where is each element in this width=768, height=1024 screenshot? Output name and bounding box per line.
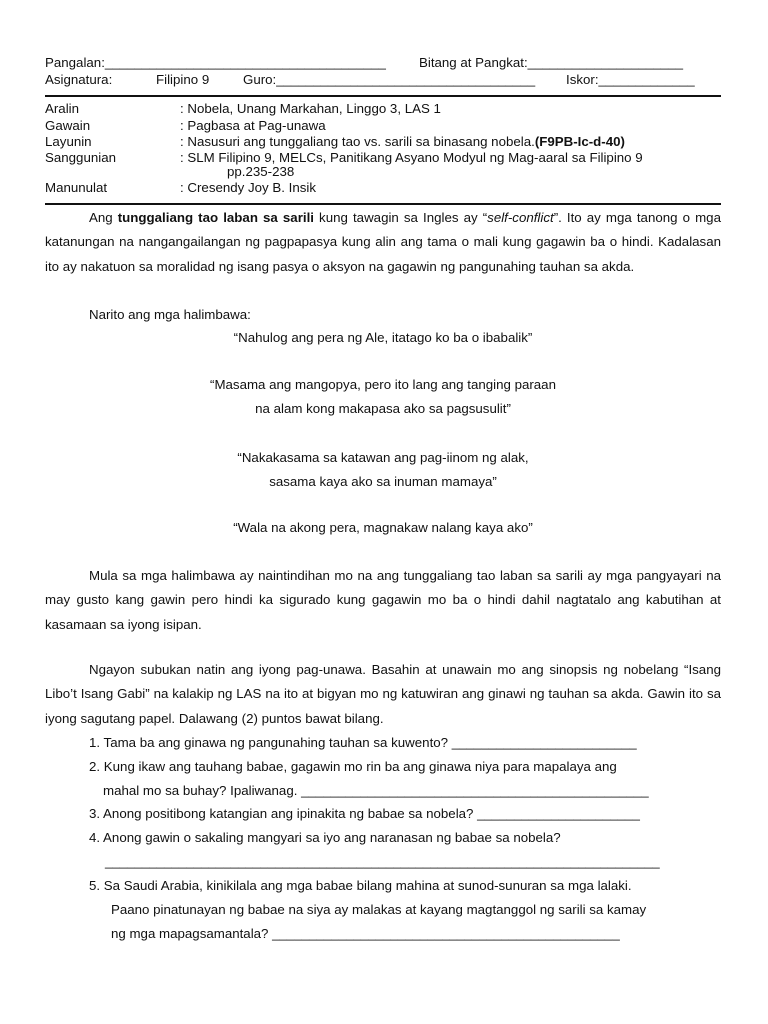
question-2-line-1: 2. Kung ikaw ang tauhang babae, gagawin mo rin ba ang ginawa niya para mapalaya ang (89, 759, 617, 774)
gawain-value: : Pagbasa at Pag-unawa (180, 118, 326, 133)
layunin-value: : Nasusuri ang tunggaliang tao vs. sarili sa binasang nobela. (180, 134, 535, 149)
sanggunian-pages: pp.235-238 (227, 164, 295, 179)
question-4-answer-line[interactable]: ___________________________________________________________________________ (105, 854, 660, 869)
grade-label: Bitang at Pangkat: (419, 55, 528, 70)
body-paragraph-3 (45, 658, 721, 731)
grade-field[interactable]: _____________________ (527, 55, 683, 70)
intro-text-a: Ang (89, 210, 118, 225)
example-1: “Nahulog ang pera ng Ale, itatago ko ba o ibabalik” (233, 330, 533, 345)
example-2-line-2: na alam kong makapasa ako sa pagsusulit” (255, 401, 511, 416)
header-divider (45, 95, 721, 97)
teacher-label: Guro: (243, 72, 277, 87)
layunin-label: Layunin (45, 134, 92, 149)
question-2-line-2[interactable]: mahal mo sa buhay? Ipaliwanag. _______________________________________________ (103, 783, 649, 798)
aralin-value: : Nobela, Unang Markahan, Linggo 3, LAS 1 (180, 101, 441, 116)
subject-label: Asignatura: (45, 72, 113, 87)
body-p3-text: Ngayon subukan natin ang iyong pag-unawa. Basahin at unawain mo ang sinopsis ng nobelang “Isang Libo’t Isang Gabi” na kalakip ng LAS na ito at bigyan mo ng katuwiran ang ginawi ng tauhan sa akda. Gawin ito sa iyong sagutang papel. Dalawang (2) puntos bawat bilang. (45, 662, 721, 726)
question-4: 4. Anong gawin o sakaling mangyari sa iyo ang naranasan ng babae sa nobela? (89, 830, 561, 845)
example-4: “Wala na akong pera, magnakaw nalang kaya ako” (233, 520, 533, 535)
intro-paragraph (45, 206, 721, 279)
sanggunian-value: : SLM Filipino 9, MELCs, Panitikang Asyano Modyul ng Mag-aaral sa Filipino 9 (180, 150, 643, 165)
question-1[interactable]: 1. Tama ba ang ginawa ng pangunahing tauhan sa kuwento? _________________________ (89, 735, 637, 750)
question-3[interactable]: 3. Anong positibong katangian ang ipinakita ng babae sa nobela? ______________________ (89, 806, 640, 821)
name-field[interactable]: ______________________________________ (104, 55, 386, 70)
subject-value: Filipino 9 (156, 72, 210, 87)
manunulat-label: Manunulat (45, 180, 108, 195)
grade-section (419, 55, 683, 71)
teacher-section (243, 72, 535, 88)
examples-label: Narito ang mga halimbawa: (89, 307, 251, 322)
score-section (566, 72, 695, 88)
score-label: Iskor: (566, 72, 599, 87)
meta-divider (45, 203, 721, 205)
aralin-label: Aralin (45, 101, 79, 116)
body-paragraph-2 (45, 564, 721, 637)
intro-text-b: kung tawagin sa Ingles ay “ (313, 210, 488, 225)
header-line-1 (45, 55, 386, 71)
body-p2-text: Mula sa mga halimbawa ay naintindihan mo na ang tunggaliang tao laban sa sarili ay mga pangyayari na may gusto kang gawin pero hindi ka sigurado kung gagawin mo ba o hindi dahil nagtatalo ang kabutihan at kasamaan sa iyong isipan. (45, 568, 721, 632)
layunin-line (180, 134, 625, 150)
sanggunian-label: Sanggunian (45, 150, 116, 165)
example-3-line-1: “Nakakasama sa katawan ang pag-iinom ng alak, (237, 450, 529, 465)
manunulat-value: : Cresendy Joy B. Insik (180, 180, 316, 195)
example-2-line-1: “Masama ang mangopya, pero ito lang ang tanging paraan (210, 377, 556, 392)
layunin-code: (F9PB-Ic-d-40) (534, 134, 625, 149)
intro-english-term: self-conflict (487, 210, 554, 225)
score-field[interactable]: _____________ (598, 72, 695, 87)
question-5-line-2: Paano pinatunayan ng babae na siya ay malakas at kayang magtanggol ng sarili sa kamay (111, 902, 647, 917)
intro-term: tunggaliang tao laban sa sarili (117, 210, 314, 225)
gawain-label: Gawain (45, 118, 91, 133)
example-3-line-2: sasama kaya ako sa inuman mamaya” (269, 474, 497, 489)
intro-text-c: ”. Ito ay mga tanong o mga katanungan na nangangailangan ng pagpapasya kung alin ang tama o mali kung gagawin ba o hindi. Kadalasan ito ay nakatuon sa moralidad ng isang pasya o aksyon na gagawin ng pangunahing tauhan sa akda. (45, 210, 721, 274)
question-5-line-3[interactable]: ng mga mapagsamantala? _______________________________________________ (111, 926, 620, 941)
name-label: Pangalan: (45, 55, 105, 70)
question-5-line-1: 5. Sa Saudi Arabia, kinikilala ang mga babae bilang mahina at sunod-sunuran sa mga lalaki. (89, 878, 632, 893)
teacher-field[interactable]: ___________________________________ (276, 72, 536, 87)
